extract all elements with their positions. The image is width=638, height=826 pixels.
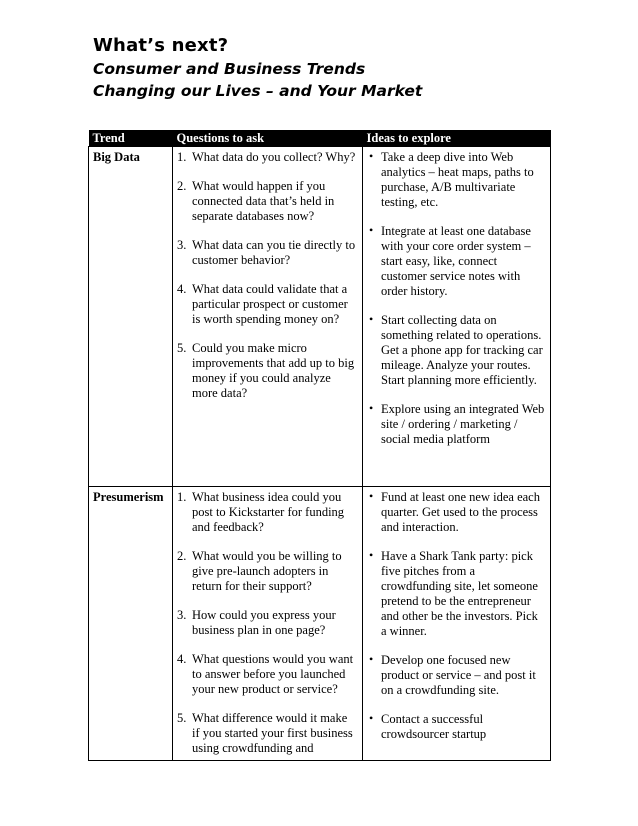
idea-item: • Contact a successful crowdsourcer startup: [369, 711, 487, 741]
bullet-icon: •: [369, 223, 374, 237]
bullet-icon: •: [369, 401, 374, 415]
ideas-cell: [363, 147, 551, 487]
idea-item: • Start collecting data on something related to operations. Get a phone app for tracking car mileage. Analyze your routes. Start planning more efficiently.: [369, 312, 543, 387]
document-title: What’s next?: [93, 35, 229, 56]
question-item: 1. What data do you collect? Why?: [177, 150, 356, 164]
bullet-icon: •: [369, 489, 374, 503]
bullet-icon: •: [369, 548, 374, 562]
question-item: 2. What would you be willing to give pre-launch adopters in return for their support?: [177, 549, 342, 593]
question-item: 4. What data could validate that a particular prospect or customer is worth spending money on?: [177, 282, 348, 326]
idea-item: • Fund at least one new idea each quarter. Get used to the process and interaction.: [369, 489, 540, 534]
document-header: [93, 34, 553, 102]
idea-item: • Take a deep dive into Web analytics – heat maps, paths to purchase, A/B multivariate testing, etc.: [369, 149, 534, 209]
column-header-questions: Questions to ask: [173, 130, 363, 147]
column-header-trend: Trend: [89, 130, 173, 147]
trends-table: [88, 130, 551, 761]
ideas-list: [367, 150, 546, 447]
trend-cell: Big Data: [89, 147, 173, 487]
idea-item: • Develop one focused new product or service – and post it on a crowdfunding site.: [369, 652, 536, 697]
bullet-icon: •: [369, 711, 374, 725]
table-row-presumerism: [89, 487, 551, 761]
questions-cell: [173, 487, 363, 761]
question-item: 4. What questions would you want to answer before you launched your new product or service?: [177, 652, 354, 696]
question-item: 5. What difference would it make if you started your first business using crowdfunding and: [177, 711, 353, 755]
document-subtitle-line2: Changing our Lives – and Your Market: [93, 82, 423, 100]
table-header-row: [89, 130, 551, 147]
bullet-icon: •: [369, 312, 374, 326]
question-item: 2. What would happen if you connected data that’s held in separate databases now?: [177, 179, 335, 223]
questions-cell: [173, 147, 363, 487]
idea-item: • Have a Shark Tank party: pick five pitches from a crowdfunding site, let someone pretend to be the entrepreneur and other be the investors. Pick a winner.: [369, 548, 538, 638]
idea-item: • Integrate at least one database with your core order system – start easy, like, connect customer service notes with order history.: [369, 223, 531, 298]
trend-cell: Presumerism: [89, 487, 173, 761]
idea-item: • Explore using an integrated Web site / ordering / marketing / social media platform: [369, 401, 545, 446]
bullet-icon: •: [369, 149, 374, 163]
document-subtitle-line1: Consumer and Business Trends: [93, 60, 366, 78]
questions-list: [177, 490, 358, 756]
ideas-list: [367, 490, 546, 742]
bullet-icon: •: [369, 652, 374, 666]
column-header-ideas: Ideas to explore: [363, 130, 551, 147]
question-item: 3. What data can you tie directly to customer behavior?: [177, 238, 356, 267]
questions-list: [177, 150, 358, 401]
question-item: 1. What business idea could you post to Kickstarter for funding and feedback?: [177, 490, 345, 534]
question-item: 5. Could you make micro improvements that add up to big money if you could analyze more data?: [177, 341, 355, 400]
question-item: 3. How could you express your business plan in one page?: [177, 608, 336, 637]
table-row-big-data: [89, 147, 551, 487]
ideas-cell: [363, 487, 551, 761]
